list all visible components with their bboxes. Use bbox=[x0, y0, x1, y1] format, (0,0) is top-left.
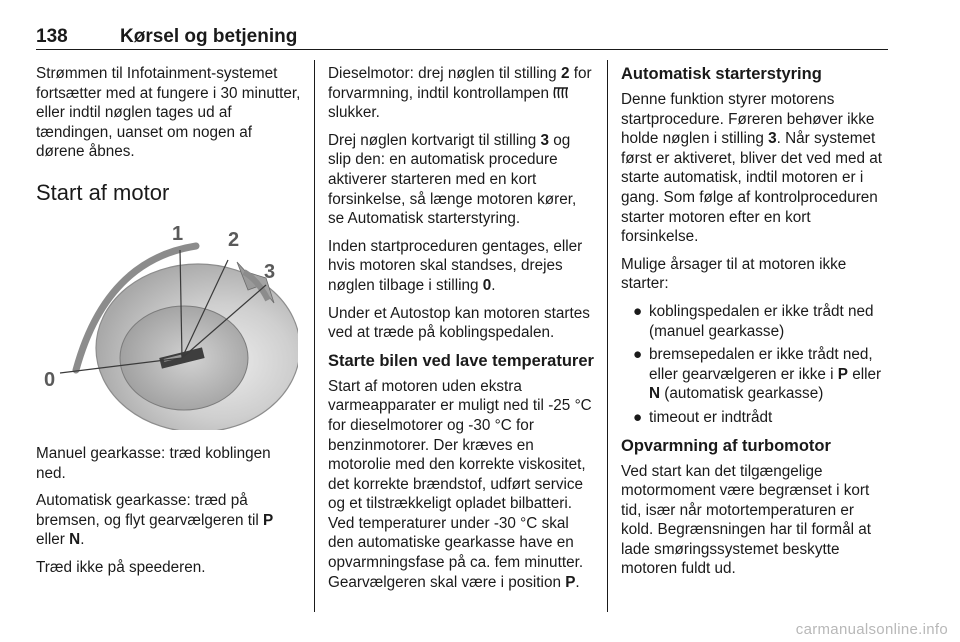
column-divider-1 bbox=[314, 60, 315, 612]
column-divider-2 bbox=[607, 60, 608, 612]
chapter-title: Kørsel og betjening bbox=[120, 26, 298, 47]
low-temperature-paragraph: Start af motoren uden ekstra varmeapparater er muligt ned til -25 °C for dieselmotorer og -30 °C for benzinmotorer. Der kræves en motorolie med den korrekte viskositet, det korrekte brændstof, udført service og et tilstrækkeligt opladet bilbatteri. Ved temperaturer under -30 °C skal den automatiske gearkasse have en opvarmningsfase på ca. fem minutter. Gearvælgeren skal være i position P. bbox=[328, 377, 592, 591]
position-label-2: 2 bbox=[228, 228, 240, 251]
column-middle bbox=[328, 64, 594, 600]
list-item: ● koblingspedalen er ikke trådt ned (manuel gearkasse) bbox=[633, 302, 874, 340]
position-label-3: 3 bbox=[264, 260, 276, 283]
list-item: ● bremsepedalen er ikke trådt ned, eller gearvælgeren er ikke i P eller N (automatisk gearkasse) bbox=[633, 346, 882, 403]
diesel-paragraph: Dieselmotor: drej nøglen til stilling 2 for forvarmning, indtil kontrollampen slukker. bbox=[328, 65, 592, 122]
position-label-1: 1 bbox=[172, 222, 184, 245]
bullet-icon: ● bbox=[633, 408, 643, 426]
page-number: 138 bbox=[36, 26, 68, 47]
turbo-paragraph: Ved start kan det tilgængelige motormoment være begrænset i kort tid, især når motortemperaturen er kold. Begrænsningen har til formål at lade smøringssystemet beskytte motoren fuldt ud. bbox=[621, 462, 871, 578]
no-accelerator-paragraph: Træd ikke på speederen. bbox=[36, 558, 206, 576]
turn-key-paragraph: Drej nøglen kortvarigt til stilling 3 og slip den: en automatisk procedure aktiverer starteren med en kort forsinkelse, så længe motoren kører, se Automatisk starterstyring. bbox=[328, 131, 577, 228]
auto-starter-paragraph: Denne funktion styrer motorens startprocedure. Føreren behøver ikke holde nøglen i stilling 3. Når systemet først er aktiveret, bliver det ved med at starte automatisk, indtil motoren er i gang. Som følge af kontrolproceduren starter motoren efter en kort forsinkelse. bbox=[621, 91, 882, 246]
column-right bbox=[621, 64, 887, 587]
auto-starter-heading: Automatisk starterstyring bbox=[621, 65, 822, 83]
autostop-paragraph: Under et Autostop kan motoren startes ved at træde på koblingspedalen. bbox=[328, 304, 590, 342]
glow-plug-icon bbox=[553, 86, 569, 100]
repeat-start-paragraph: Inden startproceduren gentages, eller hvis motoren skal standses, drejes nøglen tilbage i stilling 0. bbox=[328, 237, 583, 294]
ignition-figure bbox=[36, 220, 298, 430]
column-left bbox=[36, 64, 302, 586]
intro-paragraph: Strømmen til Infotainment-systemet fortsætter med at fungere i 30 minutter, eller indtil nøglen tages ud af tændingen, uanset om nogen af dørene åbnes. bbox=[36, 65, 301, 161]
bullet-icon: ● bbox=[633, 302, 643, 320]
footer-watermark: carmanualsonline.info bbox=[795, 621, 948, 638]
section-heading: Start af motor bbox=[36, 179, 170, 205]
reasons-paragraph: Mulige årsager til at motoren ikke starter: bbox=[621, 255, 847, 293]
header-rule bbox=[36, 49, 888, 50]
turbo-heading: Opvarmning af turbomotor bbox=[621, 436, 831, 455]
ignition-lock-diagram bbox=[36, 220, 298, 430]
reasons-list bbox=[621, 302, 887, 428]
low-temperature-heading: Starte bilen ved lave temperaturer bbox=[328, 351, 594, 370]
manual-gearbox-paragraph: Manuel gearkasse: træd koblingen ned. bbox=[36, 444, 271, 482]
automatic-gearbox-paragraph: Automatisk gearkasse: træd på bremsen, og flyt gearvælgeren til P eller N. bbox=[36, 492, 274, 549]
list-item: ● timeout er indtrådt bbox=[633, 408, 773, 426]
page-header bbox=[36, 24, 888, 48]
bullet-icon: ● bbox=[633, 346, 643, 364]
position-label-0: 0 bbox=[44, 368, 56, 391]
